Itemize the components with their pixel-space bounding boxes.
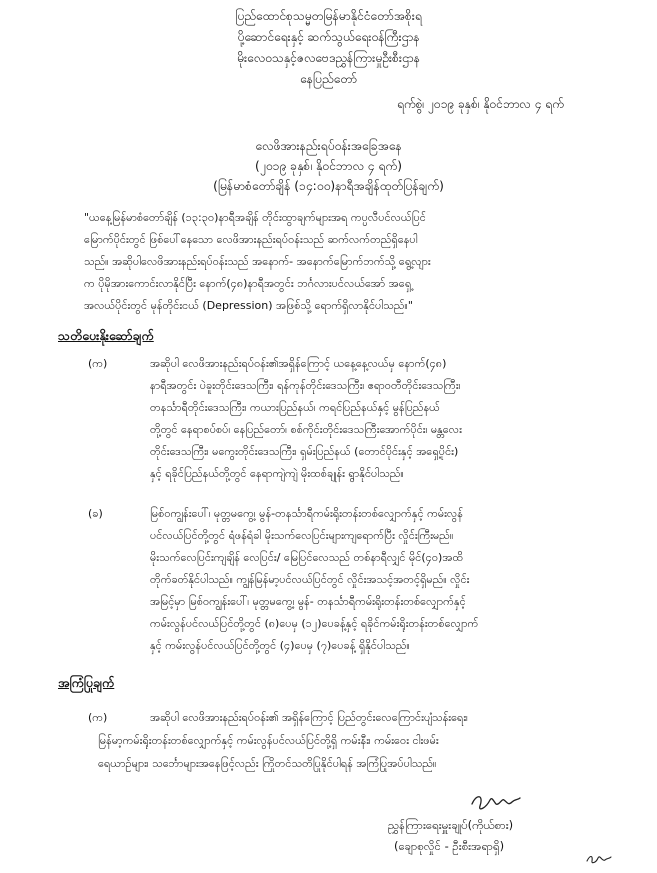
item-line: နာရီအတွင်း ပဲခူးတိုင်းဒေသကြီး၊ ရန်ကုန်တိုင်းဒေသကြီး၊ ဧရာဝတီတိုင်းဒေသကြီး၊ [150,379,461,392]
item-line: ကမ်းလွန်ပင်လယ်ပြင်တို့တွင် (၈)ပေမှ (၁၂)ပေခန့်နှင့် ရခိုင်ကမ်းရိုးတန်းတစ်လျှောက် [150,617,479,630]
item-line: တို့တွင် နေရာစပ်စပ်၊ နေပြည်တော်၊ စစ်ကိုင်းတိုင်းဒေသကြီးအောက်ပိုင်း၊ မန္တလေး [150,423,462,436]
signatory-name: (ချောစုလှိုင် - ဦးစီးအရာရှိ) [394,839,505,853]
item-line: မြစ်ဝကျွန်းပေါ်၊ မုတ္တမကွေ့၊ မွန်-တနင်္သာရီကမ်းရိုးတန်းတစ်လျှောက်နှင့် ကမ်းလွန် [150,507,463,520]
header-city: နေပြည်တော် [299,72,358,86]
quote-line: က ပိုမိုအားကောင်းလာနိုင်ပြီး နောက်(၄၈)နာရီအတွင်း ဘင်္ဂလားပင်လယ်အော် အရှေ့ [84,277,412,290]
item-line: အမြင့်မှာ မြစ်ဝကျွန်းပေါ်၊ မုတ္တမကွေ့၊ မွန်- တနင်္သာရီကမ်းရိုးတန်းတစ်လျှောက်နှင့် [150,595,466,608]
item-line: အဆိုပါ လေဖိအားနည်းရပ်ဝန်း၏အရှိန်ကြောင့် ယနေ့နေ့လယ်မှ နောက်(၄၈) [150,357,447,370]
item-line: နှင့် ရခိုင်ပြည်နယ်တို့တွင် နေရာကျဲကျဲ မိုးထစ်ချုန်း ရွာနိုင်ပါသည်။ [150,467,404,480]
quote-line: အလယ်ပိုင်းတွင် မုန်တိုင်းငယ် (Depression) အဖြစ်သို့ ရောက်ရှိလာနိုင်ပါသည်။" [84,299,413,312]
header-department: မိုးလေဝသနှင့်ဇလဗေဒညွှန်ကြားမှုဦးစီးဌာန [237,51,420,65]
section-heading-advice: အကြံပြုချက် [58,675,115,690]
section-heading-warning: သတိပေးနိုးဆော်ချက် [58,328,154,343]
item-line: မိုးသက်လေပြင်းကျချိန် လေပြင်း/ မြေပြင်လေသည် တစ်နာရီလျှင် မိုင်(၄၀)အထိ [150,551,464,564]
title-line-2: (၂၀၁၉ ခုနှစ်၊ နိုဝင်ဘာလ ၄ ရက်) [255,159,402,173]
header-ministry: ပို့ဆောင်ရေးနှင့် ဆက်သွယ်ရေးဝန်ကြီးဌာန [237,30,420,44]
initials-mark-icon [585,852,613,866]
item-line: တိုင်းဒေသကြီး၊ မကွေးတိုင်းဒေသကြီး၊ ရှမ်းပြည်နယ် (တောင်ပိုင်းနှင့် အရှေ့ပိုင်း) [150,445,459,458]
quote-line: "ယနေ့မြန်မာစံတော်ချိန် (၁၃:၃၀)နာရီအချိန် တိုင်းထွာချက်များအရ ကပ္ပလီပင်လယ်ပြင် [84,211,426,224]
signatory-title: ညွှန်ကြားရေးမှူးချုပ်(ကိုယ်စား) [388,818,514,832]
item-line: တိုက်ခတ်နိုင်ပါသည်။ ကျွန်မြန်မာ့ပင်လယ်ပြင်တွင် လှိုင်းအသင့်အတင့်ရှိမည်။ လှိုင်း [150,573,470,586]
item-line: အဆိုပါ လေဖိအားနည်းရပ်ဝန်း၏ အရှိန်ကြောင့် ပြည်တွင်းလေကြောင်းပျံသန်းရေး၊ [150,711,468,724]
item-line: နှင့် ကမ်းလွန်ပင်လယ်ပြင်တို့တွင် (၄)ပေမှ (၇)ပေခန့် ရှိနိုင်ပါသည်။ [150,639,410,652]
title-line-3: (မြန်မာစံတော်ချိန် (၁၄:၀၀)နာရီအချိန်ထုတ်ပြန်ချက်) [213,179,444,193]
quote-line: သည်။ အဆိုပါလေဖိအားနည်းရပ်ဝန်းသည် အနောက်- အနောက်မြောက်ဘက်သို့ ရွေ့လျား [84,255,431,268]
signature-scribble-icon [466,788,526,816]
document-date: ရက်စွဲ၊ ၂၀၁၉ ခုနှစ်၊ နိုဝင်ဘာလ ၄ ရက် [397,97,564,111]
item-line: ပင်လယ်ပြင်တို့တွင် ရံဖန်ရံခါ မိုးသက်လေပြင်းများကျရောက်ပြီး လှိုင်းကြီးမည်။ [150,529,454,542]
item-marker: (က) [88,711,108,724]
item-marker: (က) [88,357,108,370]
item-marker: (ခ) [88,507,103,520]
item-line: မြန်မာ့ကမ်းရိုးတန်းတစ်လျှောက်နှင့် ကမ်းလွန်ပင်လယ်ပြင်တို့ရှိ ကမ်းနီး၊ ကမ်းဝေး ငါးဖမ်း [98,734,439,747]
header-government: ပြည်ထောင်စုသမ္မတမြန်မာနိုင်ငံတော်အစိုးရ [235,9,422,23]
quote-line: မြောက်ပိုင်းတွင် ဖြစ်ပေါ်နေသော လေဖိအားနည်းရပ်ဝန်းသည် ဆက်လက်တည်ရှိနေပါ [84,233,418,246]
item-line: တနင်္သာရီတိုင်းဒေသကြီး၊ ကယားပြည်နယ်၊ ကရင်ပြည်နယ်နှင့် မွန်ပြည်နယ် [150,401,440,414]
title-line-1: လေဖိအားနည်းရပ်ဝန်းအခြေအနေ [255,139,402,153]
item-line: ရေယာဉ်များ၊ သင်္ဘောများအနေဖြင့်လည်း ကြိုတင်သတိပြုနိုင်ပါရန် အကြံပြုအပ်ပါသည်။ [98,757,437,770]
